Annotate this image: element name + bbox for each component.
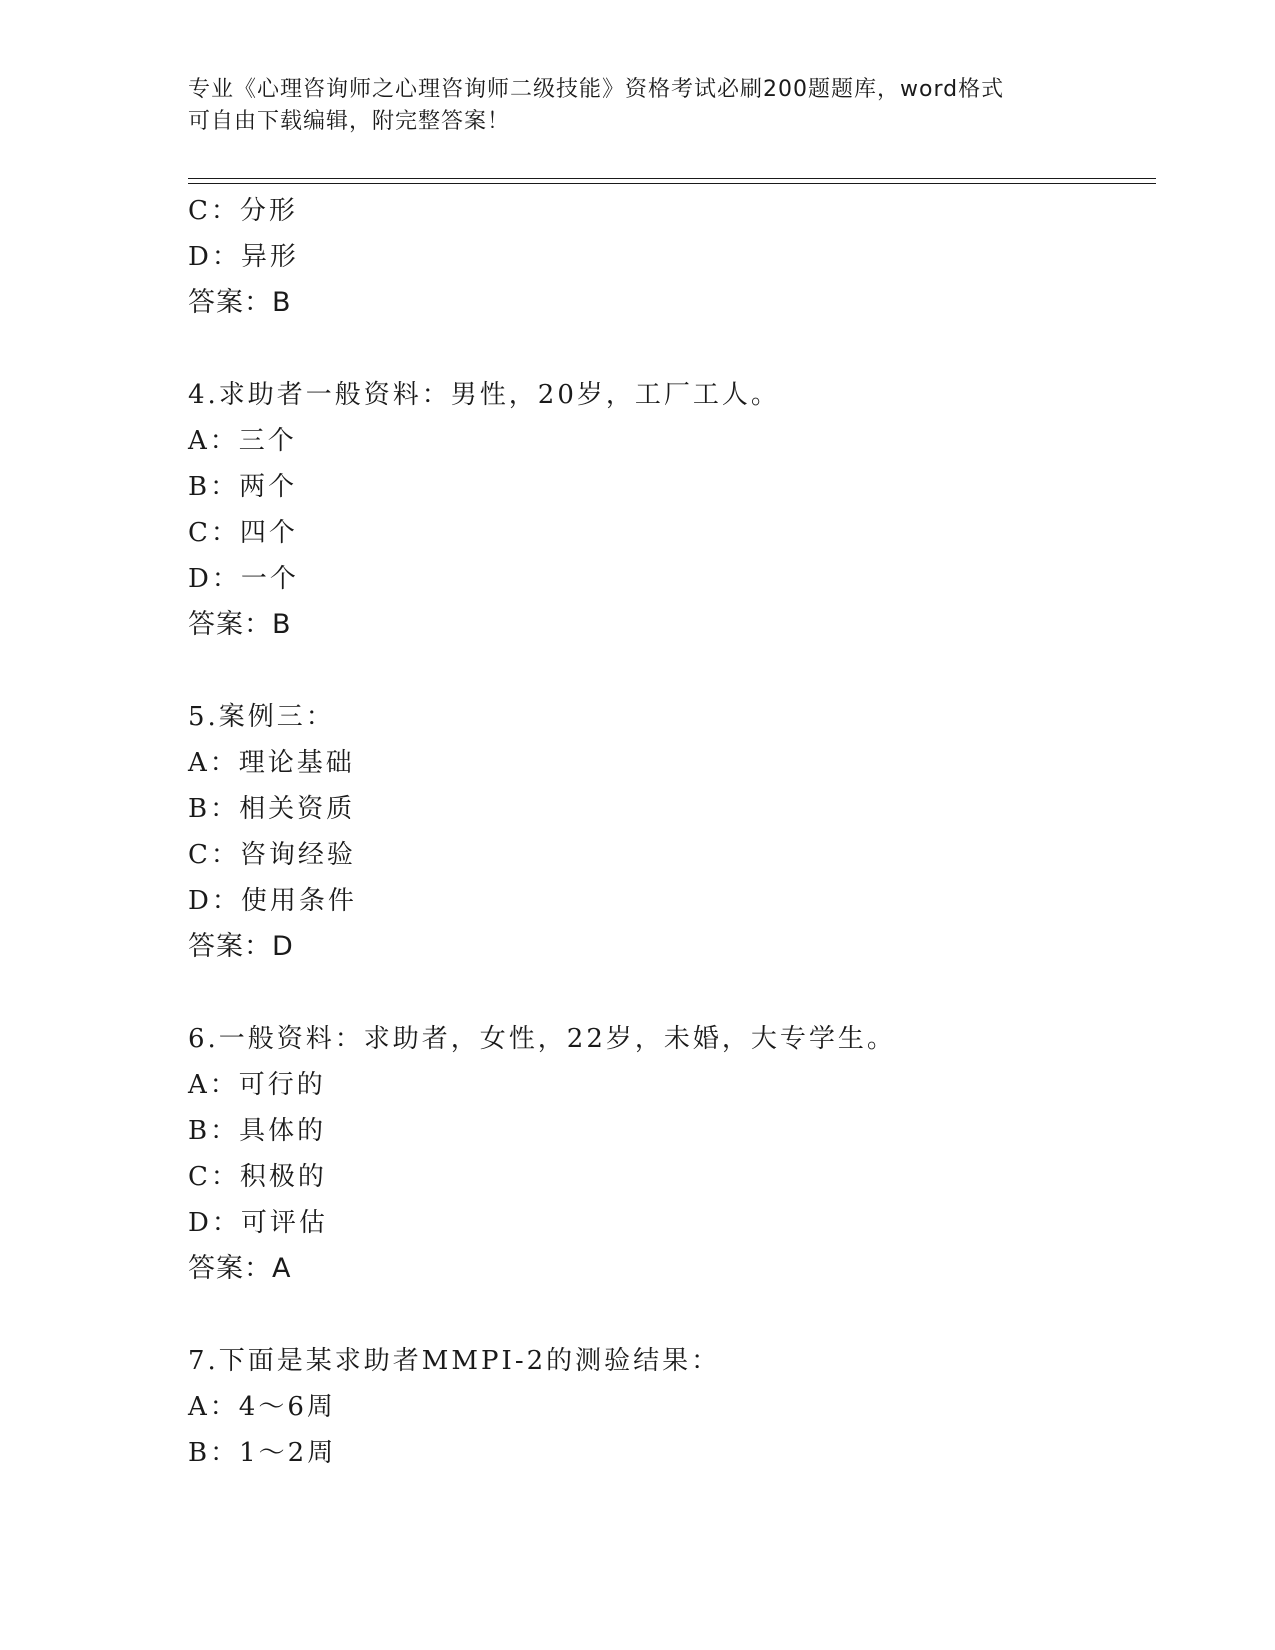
option-a: A：可行的 <box>188 1070 326 1100</box>
option-b: B：相关资质 <box>188 794 356 824</box>
question-fragment <box>188 188 1156 326</box>
option-c: C：咨询经验 <box>188 840 356 870</box>
answer-line: 答案：D <box>188 931 294 962</box>
option-d: D：可评估 <box>188 1208 328 1238</box>
header-divider-bottom <box>188 183 1156 184</box>
option-a: A：理论基础 <box>188 748 355 778</box>
question-stem: 7.下面是某求助者MMPI-2的测验结果： <box>188 1346 721 1376</box>
spacer <box>188 326 1156 372</box>
question-item <box>188 372 1156 648</box>
option-b: B：1～2周 <box>188 1438 337 1468</box>
question-stem: 4.求助者一般资料：男性，20岁，工厂工人。 <box>188 380 780 410</box>
question-stem: 5.案例三： <box>188 702 335 732</box>
option-c: C：四个 <box>188 518 298 548</box>
option-a: A：4～6周 <box>188 1392 336 1422</box>
option-d: D：异形 <box>188 242 299 272</box>
option-c: C：积极的 <box>188 1162 327 1192</box>
option-d: D：一个 <box>188 564 299 594</box>
question-item <box>188 694 1156 970</box>
spacer <box>188 648 1156 694</box>
answer-line: 答案：A <box>188 1253 292 1284</box>
spacer <box>188 1292 1156 1338</box>
option-c: C：分形 <box>188 196 298 226</box>
option-b: B：两个 <box>188 472 298 502</box>
option-d: D：使用条件 <box>188 886 357 916</box>
option-a: A：三个 <box>188 426 297 456</box>
header-title-line-2: 可自由下载编辑，附完整答案！ <box>188 109 511 134</box>
header-title-line-1: 专业《心理咨询师之心理咨询师二级技能》资格考试必刷200题题库，word格式 <box>188 77 1005 102</box>
spacer <box>188 970 1156 1016</box>
answer-line: 答案：B <box>188 609 292 640</box>
header-divider-top <box>188 178 1156 179</box>
question-stem: 6.一般资料：求助者，女性，22岁，未婚，大专学生。 <box>188 1024 896 1054</box>
question-list <box>188 188 1156 1476</box>
document-header <box>188 74 1088 138</box>
option-b: B：具体的 <box>188 1116 327 1146</box>
question-item <box>188 1016 1156 1292</box>
question-item <box>188 1338 1156 1476</box>
answer-line: 答案：B <box>188 287 292 318</box>
